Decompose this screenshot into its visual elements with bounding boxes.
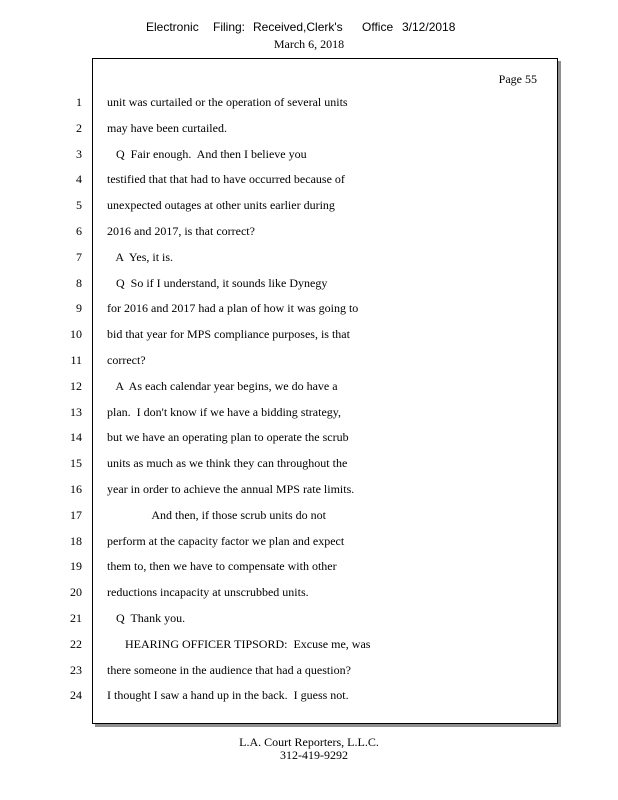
- reporter-company: L.A. Court Reporters, L.L.C.: [239, 735, 379, 749]
- hearing-date: March 6, 2018: [273, 37, 345, 51]
- line-number: 5: [76, 198, 82, 213]
- filing-word-2: Filing:: [213, 20, 246, 34]
- transcript-line: perform at the capacity factor we plan and expect: [107, 533, 345, 548]
- transcript-line: A Yes, it is.: [107, 249, 174, 264]
- line-number: 24: [70, 688, 82, 703]
- transcript-line: Q Thank you.: [107, 611, 186, 625]
- line-number: 7: [76, 249, 82, 264]
- line-number: 21: [70, 611, 82, 625]
- electronic-filing-stamp: [0, 20, 618, 38]
- transcript-line: HEARING OFFICER TIPSORD: Excuse me, was: [107, 636, 371, 651]
- line-number: 19: [70, 559, 82, 574]
- line-number: 18: [70, 533, 82, 548]
- line-number: 1: [76, 95, 82, 109]
- page-number: Page 55: [498, 72, 537, 86]
- transcript-line: correct?: [107, 353, 146, 367]
- line-number: 13: [70, 404, 82, 419]
- transcript-line: A As each calendar year begins, we do have a: [107, 378, 338, 393]
- line-number: 11: [70, 353, 82, 367]
- reporter-phone: 312-419-9292: [280, 748, 348, 762]
- transcript-line: unexpected outages at other units earlier during: [107, 198, 335, 213]
- transcript-line: Q Fair enough. And then I believe you: [107, 146, 307, 161]
- transcript-line: I thought I saw a hand up in the back. I guess not.: [107, 688, 349, 703]
- filing-word-3: Received,Clerk's: [253, 20, 343, 34]
- transcript-line: reductions incapacity at unscrubbed units.: [107, 585, 309, 600]
- transcript-line: Q So if I understand, it sounds like Dynegy: [107, 275, 328, 290]
- transcript-line: but we have an operating plan to operate the scrub: [107, 430, 349, 445]
- line-number: 17: [70, 507, 82, 522]
- transcript-line: them to, then we have to compensate with other: [107, 559, 337, 574]
- transcript-line: 2016 and 2017, is that correct?: [107, 224, 255, 238]
- line-number: 23: [70, 662, 82, 677]
- transcript-line: there someone in the audience that had a question?: [107, 662, 351, 677]
- line-number: 16: [70, 482, 82, 496]
- transcript-line: testified that that had to have occurred because of: [107, 172, 345, 187]
- filing-date: 3/12/2018: [402, 20, 456, 34]
- line-number: 22: [70, 636, 82, 651]
- line-number: 15: [70, 456, 82, 471]
- transcript-line: for 2016 and 2017 had a plan of how it was going to: [107, 301, 359, 316]
- transcript-line: year in order to achieve the annual MPS rate limits.: [107, 482, 355, 496]
- transcript-line: may have been curtailed.: [107, 120, 227, 135]
- line-number: 4: [76, 172, 82, 187]
- transcript-line: bid that year for MPS compliance purposes, is that: [107, 327, 350, 342]
- filing-word-1: Electronic: [146, 20, 199, 34]
- line-number: 8: [76, 275, 82, 290]
- transcript-line: plan. I don't know if we have a bidding strategy,: [107, 404, 341, 419]
- line-number: 12: [70, 378, 82, 393]
- filing-word-4: Office: [362, 20, 394, 34]
- transcript-line: And then, if those scrub units do not: [107, 507, 326, 522]
- line-number: 20: [70, 585, 82, 600]
- line-number: 6: [76, 224, 82, 238]
- line-number: 10: [70, 327, 82, 342]
- line-number: 2: [76, 120, 82, 135]
- line-number: 14: [70, 430, 82, 445]
- transcript-line: unit was curtailed or the operation of several units: [107, 95, 348, 109]
- transcript-line: units as much as we think they can throughout the: [107, 456, 348, 471]
- line-number: 9: [76, 301, 82, 316]
- line-number: 3: [76, 146, 82, 161]
